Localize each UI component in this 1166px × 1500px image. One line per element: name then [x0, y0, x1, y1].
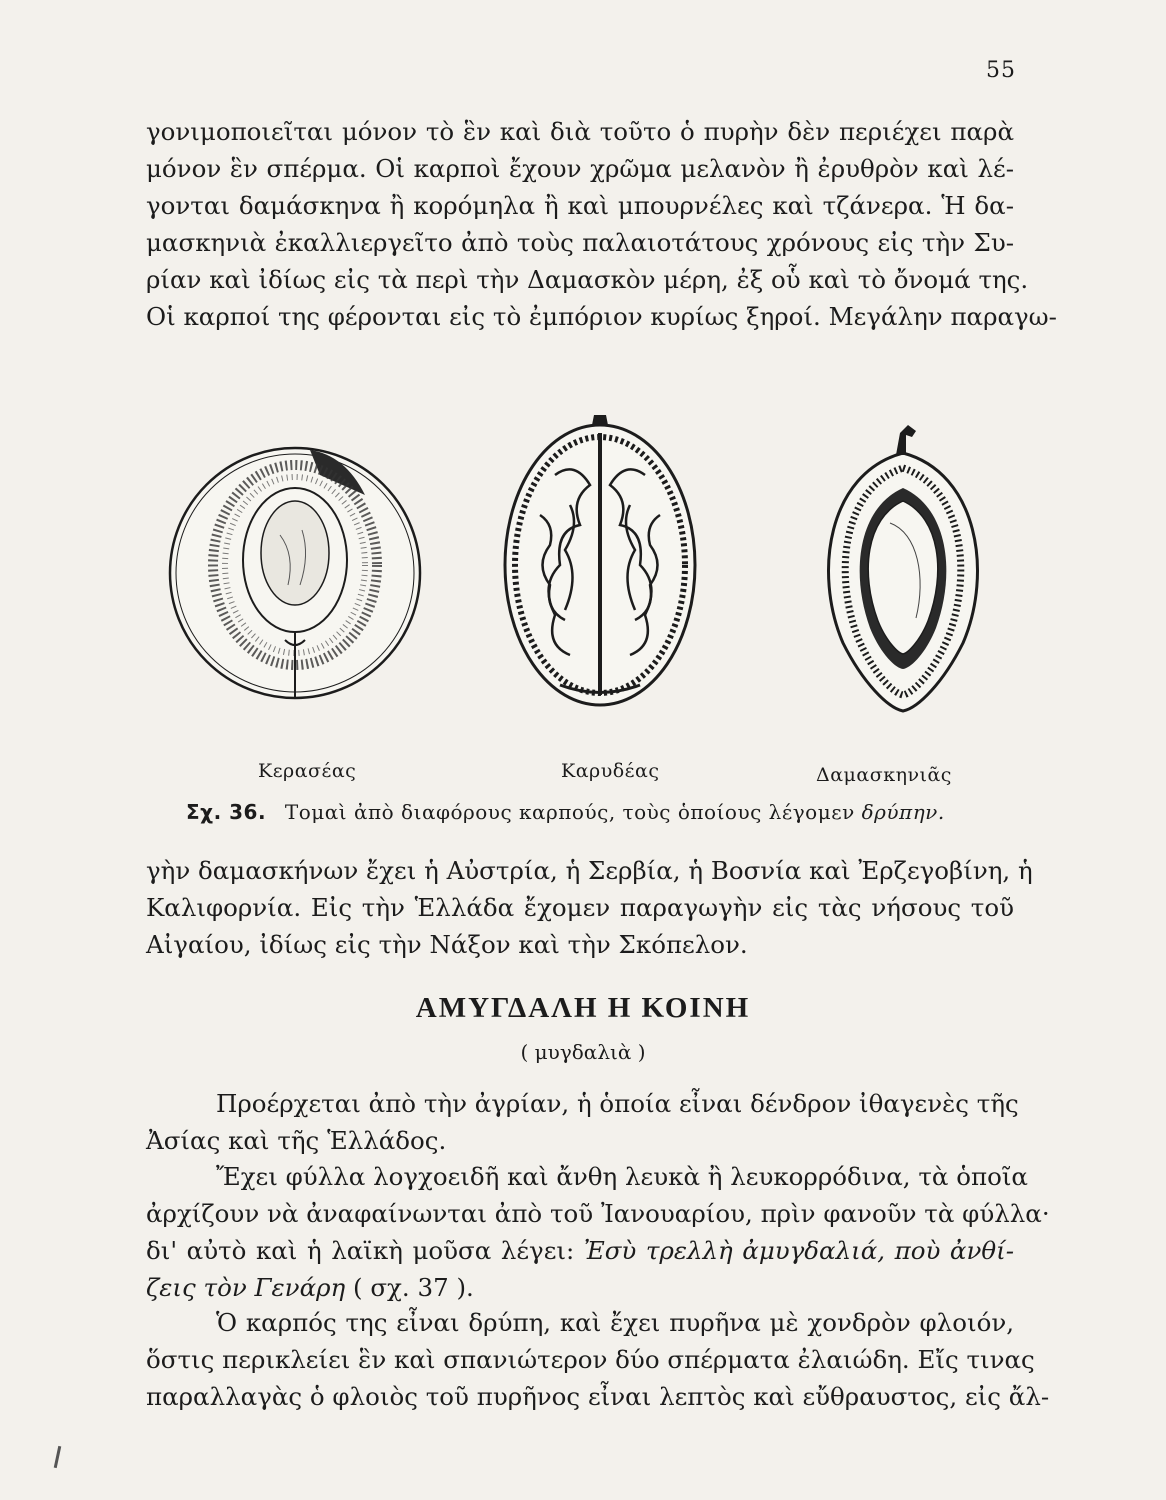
- middle-paragraph: [146, 852, 1033, 963]
- margin-mark: [54, 1446, 62, 1468]
- text-line: ἀρχίζουν νὰ ἀναφαίνωνται ἀπὸ τοῦ Ἰανουαρίου, πρὶν φανοῦν τὰ φύλλα·: [146, 1199, 1050, 1228]
- fruit-sections-figure: [150, 395, 1010, 755]
- paragraph-fruit: [146, 1304, 1050, 1415]
- text-line: [146, 1269, 1014, 1306]
- text-line: Ὁ καρπός της εἶναι δρύπη, καὶ ἔχει πυρῆνα μὲ χονδρὸν φλοιόν,: [216, 1308, 1014, 1337]
- label-walnut: Καρυδέας: [561, 760, 660, 782]
- text-line: γονται δαμάσκηνα ἢ κορόμηλα ἢ καὶ μπουρνέλες καὶ τζάνερα. Ἡ δα-: [146, 191, 1014, 220]
- text-line: Ἀσίας καὶ τῆς Ἑλλάδος.: [146, 1126, 447, 1155]
- text-line: [146, 1232, 1014, 1269]
- page-number: 55: [986, 58, 1016, 83]
- text-line: Προέρχεται ἀπὸ τὴν ἀγρίαν, ἡ ὁποία εἶναι δένδρον ἰθαγενὲς τῆς: [216, 1089, 1019, 1118]
- caption-text: Τομαὶ ἀπὸ διαφόρους καρπούς, τοὺς ὁποίους λέγομεν: [284, 800, 855, 824]
- caption-number: Σχ. 36.: [186, 800, 267, 824]
- section-title: ΑΜΥΓΔΑΛΗ Η ΚΟΙΝΗ: [415, 992, 751, 1024]
- folk-verse: ζεις τὸν Γενάρη: [146, 1273, 346, 1302]
- label-damson: Δαμασκηνιᾶς: [816, 764, 952, 786]
- damson-section-illustration: [808, 413, 998, 713]
- top-paragraph: [146, 113, 1057, 335]
- text-line: μόνον ἓν σπέρμα. Οἱ καρποὶ ἔχουν χρῶμα μελανὸν ἢ ἐρυθρὸν καὶ λέ-: [146, 154, 1014, 183]
- text-line: μασκηνιὰ ἐκαλλιεργεῖτο ἀπὸ τοὺς παλαιοτάτους χρόνους εἰς τὴν Συ-: [146, 228, 1014, 257]
- text-line: γονιμοποιεῖται μόνον τὸ ἓν καὶ διὰ τοῦτο ὁ πυρὴν δὲν περιέχει παρὰ: [146, 117, 1014, 146]
- paragraph-origin: [146, 1085, 1019, 1159]
- text-fragment: ( σχ. 37 ).: [345, 1273, 474, 1302]
- folk-verse: Ἐσὺ τρελλὴ ἀμυγδαλιά, ποὺ ἀνθί-: [583, 1236, 1014, 1265]
- text-line: ρίαν καὶ ἰδίως εἰς τὰ περὶ τὴν Δαμασκὸν μέρη, ἐξ οὗ καὶ τὸ ὄνομά της.: [146, 265, 1029, 294]
- figure-caption: [186, 800, 945, 824]
- text-line: Ἔχει φύλλα λογχοειδῆ καὶ ἄνθη λευκὰ ἢ λευκορρόδινα, τὰ ὁποῖα: [216, 1162, 1028, 1191]
- text-line: παραλλαγὰς ὁ φλοιὸς τοῦ πυρῆνος εἶναι λεπτὸς καὶ εὔθραυστος, εἰς ἄλ-: [146, 1382, 1050, 1411]
- cherry-section-illustration: [160, 435, 430, 705]
- text-line: ὅστις περικλείει ἓν καὶ σπανιώτερον δύο σπέρματα ἐλαιώδη. Εἴς τινας: [146, 1345, 1035, 1374]
- label-cherry: Κερασέας: [258, 760, 357, 782]
- text-line: Αἰγαίου, ἰδίως εἰς τὴν Νάξον καὶ τὴν Σκόπελον.: [146, 930, 748, 959]
- text-fragment: δι' αὐτὸ καὶ ἡ λαϊκὴ μοῦσα λέγει:: [146, 1236, 584, 1265]
- section-subtitle: ( μυγδαλιὰ ): [520, 1040, 646, 1064]
- text-line: Καλιφορνία. Εἰς τὴν Ἑλλάδα ἔχομεν παραγωγὴν εἰς τὰς νήσους τοῦ: [146, 893, 1014, 922]
- paragraph-leaves: [146, 1158, 1050, 1306]
- caption-emphasis: δρύπην.: [861, 800, 945, 824]
- text-line: Οἱ καρποί της φέρονται εἰς τὸ ἐμπόριον κυρίως ξηροί. Μεγάλην παραγω-: [146, 302, 1057, 331]
- text-line: γὴν δαμασκήνων ἔχει ἡ Αὐστρία, ἡ Σερβία, ἡ Βοσνία καὶ Ἐρζεγοβίνη, ἡ: [146, 856, 1033, 885]
- walnut-section-illustration: [500, 405, 700, 715]
